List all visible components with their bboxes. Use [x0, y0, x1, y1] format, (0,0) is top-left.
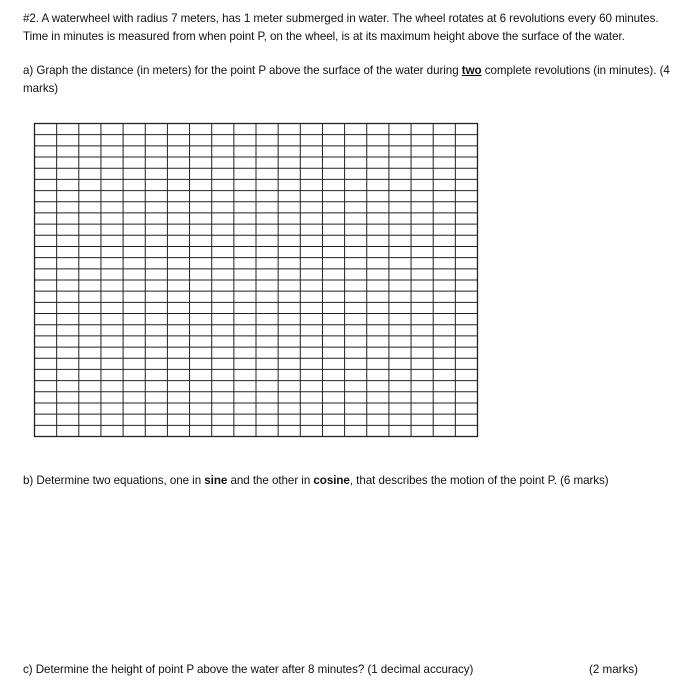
part-a-emphasis: two	[461, 64, 482, 77]
question-intro: #2. A waterwheel with radius 7 meters, has 1 meter submerged in water. The wheel rotates at 6 revolutions every 60 minutes. Time in minutes is measured from when point P, on the wheel, is at its maximum height above the surface of the water.	[23, 12, 659, 43]
part-a-text-start: a) Graph the distance (in meters) for the point P above the surface of the water during	[23, 64, 462, 77]
part-b-sine-word: sine	[204, 474, 228, 487]
graph-paper-grid[interactable]	[33, 122, 479, 438]
part-b-text-middle: and the other in	[227, 474, 314, 487]
part-a-prompt	[23, 62, 673, 97]
part-b-prompt	[23, 472, 683, 490]
part-c-marks: (2 marks)	[589, 663, 638, 676]
part-b-cosine-word: cosine	[313, 474, 350, 487]
part-b-text-end: , that describes the motion of the point P. (6 marks)	[349, 474, 609, 487]
part-a-text-end: complete revolutions (in minutes). (4 marks)	[23, 64, 670, 95]
part-c-prompt: c) Determine the height of point P above the water after 8 minutes? (1 decimal accuracy)	[23, 663, 474, 676]
part-b-text-start: b) Determine two equations, one in	[23, 474, 205, 487]
